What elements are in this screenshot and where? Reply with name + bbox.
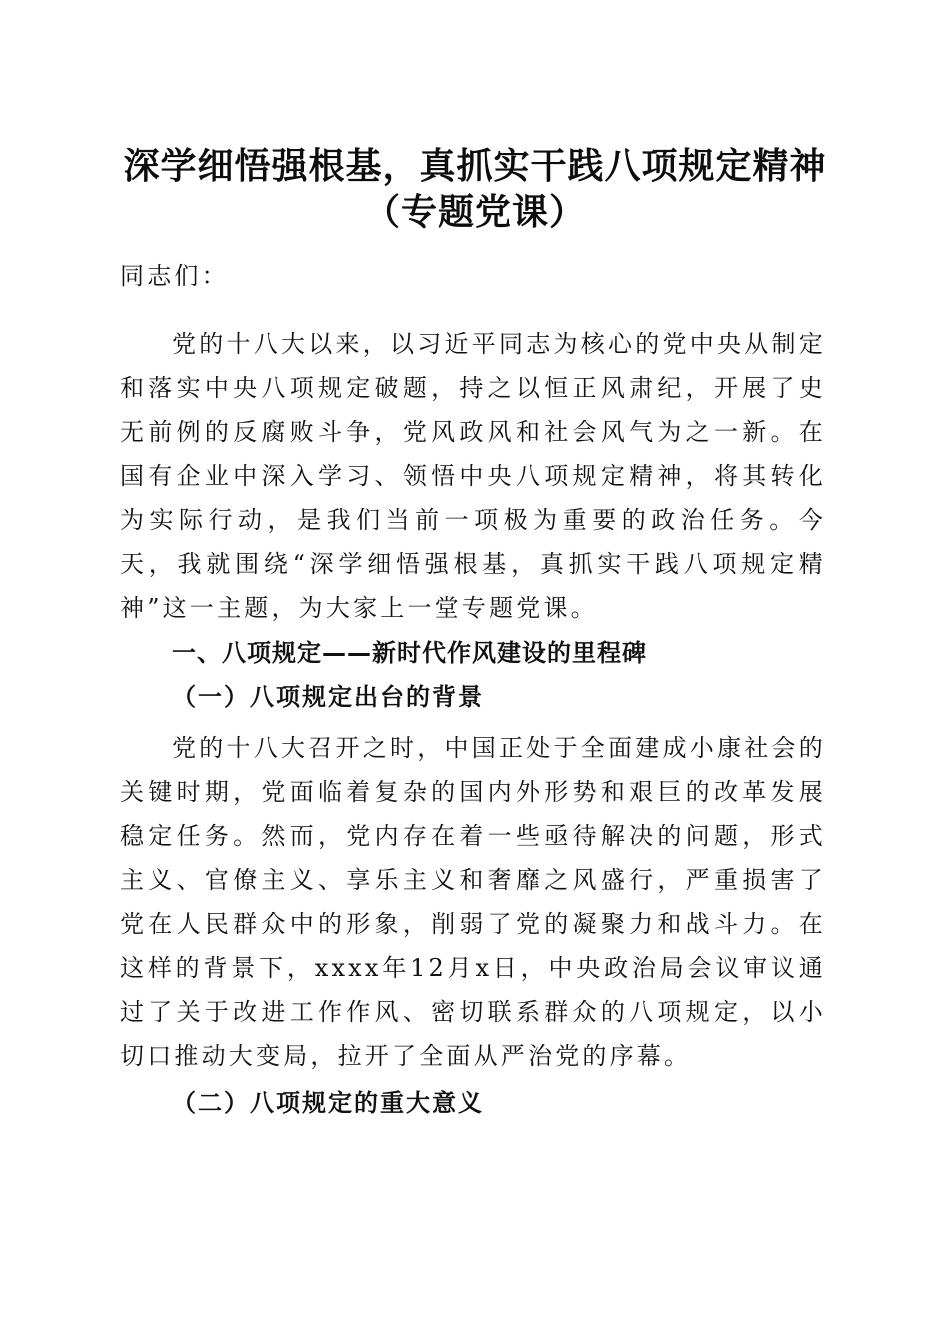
section-heading-1: 一、八项规定——新时代作风建设的里程碑 — [172, 639, 647, 667]
salutation: 同志们： — [120, 262, 229, 290]
document-subtitle: （专题党课） — [363, 191, 586, 233]
intro-paragraph: 党的十八大以来，以习近平同志为核心的党中央从制定和落实中央八项规定破题，持之以恒正风肃纪，开展了史无前例的反腐败斗争，党风政风和社会风气为之一新。在国有企业中深入学习、领悟中央八项规定精神，将其转化为实际行动，是我们当前一项极为重要的政治任务。今天，我就围绕“深学细悟强根基，真抓实干践八项规定精神”这一主题，为大家上一堂专题党课。 — [120, 330, 826, 622]
subheading-1: （一）八项规定出台的背景 — [172, 682, 484, 711]
background-paragraph: 党的十八大召开之时，中国正处于全面建成小康社会的关键时期，党面临着复杂的国内外形势和艰巨的改革发展稳定任务。然而，党内存在着一些亟待解决的问题，形式主义、官僚主义、享乐主义和奢靡之风盛行，严重损害了党在人民群众中的形象，削弱了党的凝聚力和战斗力。在这样的背景下，xxxx年12月x日，中央政治局会议审议通过了关于改进工作作风、密切联系群众的八项规定，以小切口推动大变局，拉开了全面从严治党的序幕。 — [120, 734, 826, 1070]
document-title: 深学细悟强根基，真抓实干践八项规定精神 — [123, 145, 827, 187]
subheading-2: （二）八项规定的重大意义 — [172, 1088, 484, 1117]
